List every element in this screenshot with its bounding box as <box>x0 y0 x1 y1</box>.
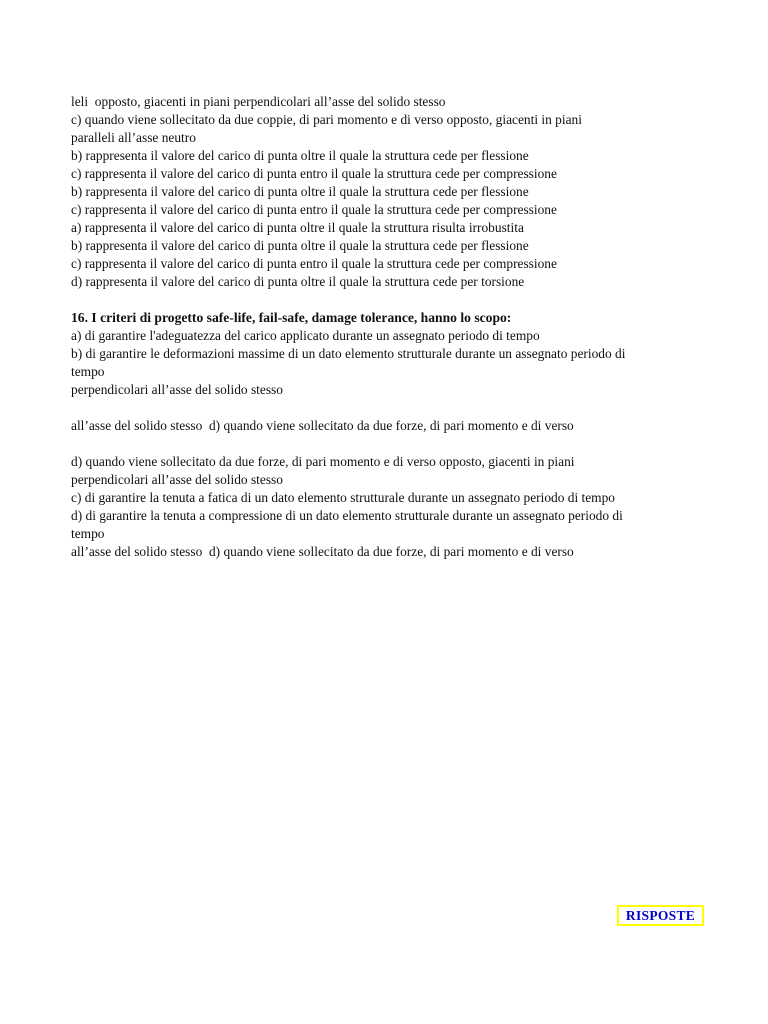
answer-option: c) rappresenta il valore del carico di punta entro il quale la struttura cede per compressione <box>71 202 557 217</box>
answer-option: b) di garantire le deformazioni massime di un dato elemento strutturale durante un assegnato periodo di <box>71 346 626 361</box>
text-line: leli opposto, giacenti in piani perpendicolari all’asse del solido stesso <box>71 94 446 109</box>
answer-option: d) rappresenta il valore del carico di punta oltre il quale la struttura cede per torsione <box>71 274 525 289</box>
answer-option: a) rappresenta il valore del carico di punta oltre il quale la struttura risulta irrobustita <box>71 220 524 235</box>
answer-option: c) di garantire la tenuta a fatica di un dato elemento strutturale durante un assegnato periodo di tempo <box>71 490 615 505</box>
text-line: paralleli all’asse neutro <box>71 130 196 145</box>
answer-option: b) rappresenta il valore del carico di punta oltre il quale la struttura cede per flessione <box>71 148 529 163</box>
spacer <box>71 291 711 309</box>
text-line: d) quando viene sollecitato da due forze, di pari momento e di verso opposto, giacenti in piani <box>71 454 575 469</box>
text-line: all’asse del solido stesso d) quando viene sollecitato da due forze, di pari momento e di verso <box>71 418 574 433</box>
text-line: all’asse del solido stesso d) quando viene sollecitato da due forze, di pari momento e di verso <box>71 544 574 559</box>
answer-option: c) rappresenta il valore del carico di punta entro il quale la struttura cede per compressione <box>71 256 557 271</box>
spacer <box>71 435 711 453</box>
text-line: tempo <box>71 364 105 379</box>
text-line: perpendicolari all’asse del solido stesso <box>71 472 283 487</box>
question-title: 16. I criteri di progetto safe-life, fail-safe, damage tolerance, hanno lo scopo: <box>71 310 512 325</box>
spacer <box>71 399 711 417</box>
text-line: tempo <box>71 526 105 541</box>
answer-option: a) di garantire l'adeguatezza del carico applicato durante un assegnato periodo di tempo <box>71 328 540 343</box>
answer-option: c) rappresenta il valore del carico di punta entro il quale la struttura cede per compressione <box>71 166 557 181</box>
text-line: c) quando viene sollecitato da due coppie, di pari momento e di verso opposto, giacenti in piani <box>71 112 582 127</box>
answer-option: b) rappresenta il valore del carico di punta oltre il quale la struttura cede per flessione <box>71 238 529 253</box>
answers-link-button[interactable]: RISPOSTE <box>617 905 704 926</box>
text-line: perpendicolari all’asse del solido stesso <box>71 382 283 397</box>
document-body <box>71 93 711 561</box>
answer-option: b) rappresenta il valore del carico di punta oltre il quale la struttura cede per flessione <box>71 184 529 199</box>
answer-option: d) di garantire la tenuta a compressione di un dato elemento strutturale durante un assegnato periodo di <box>71 508 623 523</box>
